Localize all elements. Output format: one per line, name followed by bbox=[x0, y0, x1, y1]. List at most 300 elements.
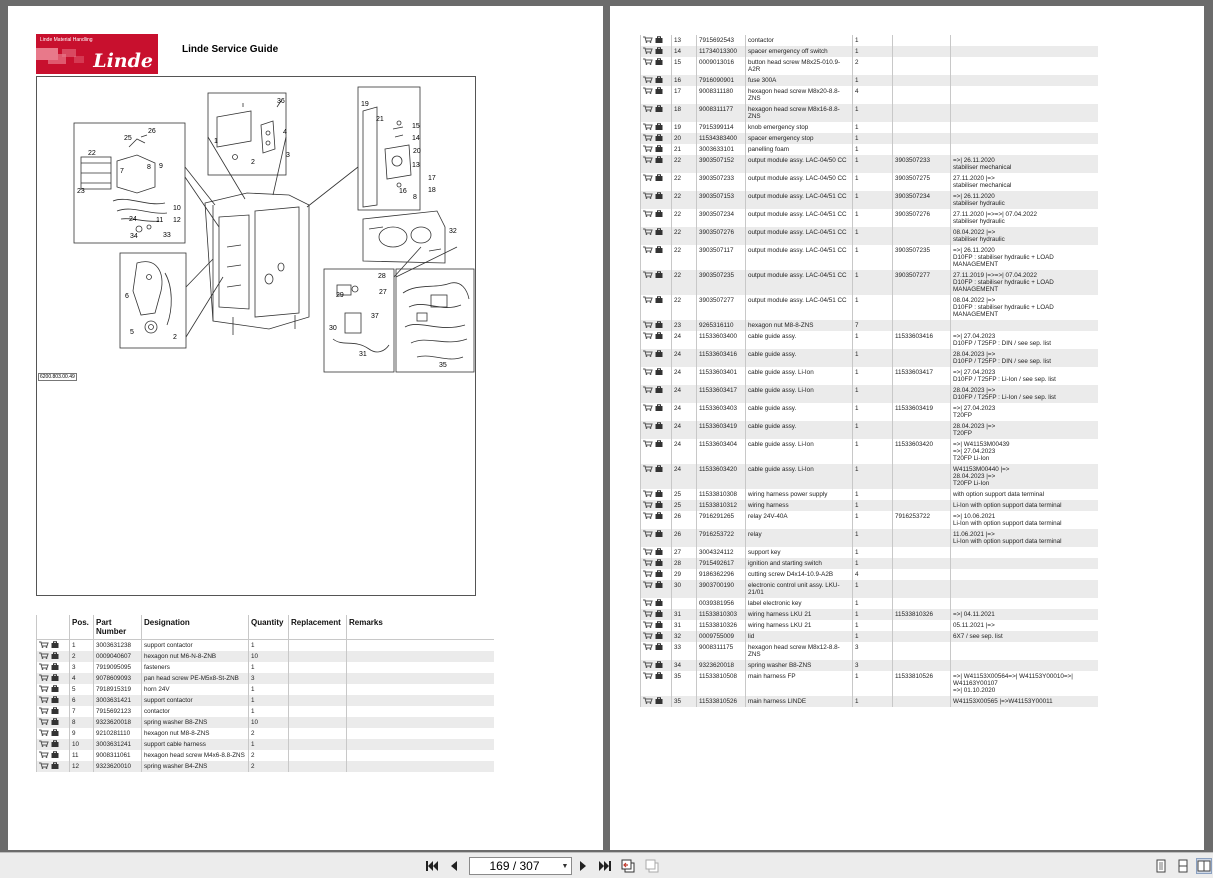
table-row bbox=[641, 558, 1099, 569]
cell-part-number: 3903507153 bbox=[697, 191, 746, 209]
add-to-cart-icon[interactable] bbox=[643, 599, 653, 606]
cell-quantity: 1 bbox=[249, 695, 289, 706]
cell-pos: 35 bbox=[672, 696, 697, 707]
cell-part-number: 9265316110 bbox=[697, 320, 746, 331]
add-to-cart-icon[interactable] bbox=[643, 368, 653, 375]
cell-replacement bbox=[893, 642, 951, 660]
shopping-bag-icon[interactable] bbox=[655, 47, 663, 54]
cell-quantity: 1 bbox=[249, 706, 289, 717]
callout-8: 8 bbox=[147, 164, 151, 171]
cell-pos: 22 bbox=[672, 191, 697, 209]
add-to-cart-icon[interactable] bbox=[643, 621, 653, 628]
cell-designation: support contactor bbox=[142, 695, 249, 706]
shopping-bag-icon[interactable] bbox=[51, 685, 59, 692]
row-actions bbox=[641, 403, 672, 421]
shopping-bag-icon[interactable] bbox=[655, 156, 663, 163]
add-to-cart-icon[interactable] bbox=[643, 192, 653, 199]
row-actions bbox=[641, 295, 672, 320]
cell-designation: ignition and starting switch bbox=[746, 558, 853, 569]
table-row bbox=[641, 609, 1099, 620]
cell-remarks: 28.04.2023 |=> D10FP / T25FP : DIN / see sep. list bbox=[951, 349, 1099, 367]
shopping-bag-icon[interactable] bbox=[51, 696, 59, 703]
cell-part-number: 11533603401 bbox=[697, 367, 746, 385]
cell-designation: fasteners bbox=[142, 662, 249, 673]
callout-5: 5 bbox=[130, 329, 134, 336]
cell-pos: 12 bbox=[70, 761, 94, 772]
add-to-cart-icon[interactable] bbox=[643, 422, 653, 429]
single-page-view-button[interactable] bbox=[1153, 858, 1169, 874]
cell-remarks bbox=[951, 35, 1099, 46]
shopping-bag-icon[interactable] bbox=[51, 674, 59, 681]
cell-pos: 27 bbox=[672, 547, 697, 558]
add-to-cart-icon[interactable] bbox=[643, 404, 653, 411]
cell-designation: cutting screw D4x14-10.9-A2B bbox=[746, 569, 853, 580]
cell-designation: main harness FP bbox=[746, 671, 853, 696]
cell-replacement bbox=[893, 558, 951, 569]
table-row bbox=[641, 270, 1099, 295]
shopping-bag-icon[interactable] bbox=[655, 570, 663, 577]
add-to-cart-icon[interactable] bbox=[39, 685, 49, 692]
last-page-button[interactable] bbox=[597, 858, 613, 874]
cell-designation: output module assy. LAC-04/51 CC bbox=[746, 227, 853, 245]
cell-designation: output module assy. LAC-04/51 CC bbox=[746, 270, 853, 295]
cell-replacement bbox=[893, 421, 951, 439]
cell-replacement bbox=[289, 706, 347, 717]
shopping-bag-icon[interactable] bbox=[655, 512, 663, 519]
shopping-bag-icon[interactable] bbox=[655, 134, 663, 141]
cell-part-number: 9008311180 bbox=[697, 86, 746, 104]
cell-quantity: 1 bbox=[853, 464, 893, 489]
cell-quantity: 1 bbox=[853, 122, 893, 133]
cell-pos: 21 bbox=[672, 144, 697, 155]
cell-pos: 24 bbox=[672, 385, 697, 403]
table-row bbox=[37, 728, 495, 739]
cell-quantity: 1 bbox=[249, 739, 289, 750]
cell-part-number: 11533603404 bbox=[697, 439, 746, 464]
add-to-cart-icon[interactable] bbox=[643, 490, 653, 497]
add-to-cart-icon[interactable] bbox=[643, 58, 653, 65]
cell-pos: 23 bbox=[672, 320, 697, 331]
table-row bbox=[641, 295, 1099, 320]
parts-table-right bbox=[640, 35, 1098, 707]
first-page-button[interactable] bbox=[424, 858, 440, 874]
add-to-cart-icon[interactable] bbox=[643, 632, 653, 639]
cell-remarks: Li-Ion with option support data terminal bbox=[951, 500, 1099, 511]
add-to-cart-icon[interactable] bbox=[643, 123, 653, 130]
cell-remarks bbox=[347, 750, 495, 761]
table-row bbox=[37, 651, 495, 662]
table-row bbox=[641, 75, 1099, 86]
cell-quantity: 1 bbox=[853, 349, 893, 367]
shopping-bag-icon[interactable] bbox=[655, 321, 663, 328]
shopping-bag-icon[interactable] bbox=[655, 530, 663, 537]
callout-13: 13 bbox=[412, 162, 420, 169]
add-to-cart-icon[interactable] bbox=[643, 386, 653, 393]
diagram-drawing bbox=[37, 77, 477, 597]
shopping-bag-icon[interactable] bbox=[655, 632, 663, 639]
row-actions bbox=[37, 673, 70, 684]
shopping-bag-icon[interactable] bbox=[655, 501, 663, 508]
cell-replacement bbox=[893, 696, 951, 707]
cell-quantity: 2 bbox=[249, 761, 289, 772]
cell-part-number: 7918915319 bbox=[94, 684, 142, 695]
table-row bbox=[641, 144, 1099, 155]
cell-designation: cable guide assy. bbox=[746, 349, 853, 367]
table-row bbox=[641, 122, 1099, 133]
col-part-number: Part Number bbox=[94, 615, 142, 640]
shopping-bag-icon[interactable] bbox=[655, 192, 663, 199]
cell-remarks bbox=[951, 558, 1099, 569]
add-to-cart-icon[interactable] bbox=[643, 228, 653, 235]
cell-part-number: 3903507233 bbox=[697, 173, 746, 191]
cell-quantity: 1 bbox=[249, 684, 289, 695]
cell-part-number: 9323620010 bbox=[94, 761, 142, 772]
cell-remarks bbox=[951, 320, 1099, 331]
col-quantity: Quantity bbox=[249, 615, 289, 640]
row-actions bbox=[37, 651, 70, 662]
cell-remarks bbox=[951, 660, 1099, 671]
shopping-bag-icon[interactable] bbox=[655, 559, 663, 566]
shopping-bag-icon[interactable] bbox=[655, 661, 663, 668]
shopping-bag-icon[interactable] bbox=[655, 350, 663, 357]
cell-remarks: =>| 26.11.2020 D10FP : stabiliser hydraulic + LOAD MANAGEMENT bbox=[951, 245, 1099, 270]
cell-remarks bbox=[347, 673, 495, 684]
cell-remarks: =>| 27.04.2023 D10FP / T25FP : DIN / see sep. list bbox=[951, 331, 1099, 349]
add-to-cart-icon[interactable] bbox=[643, 465, 653, 472]
cell-replacement bbox=[893, 598, 951, 609]
col-actions bbox=[37, 615, 70, 640]
shopping-bag-icon[interactable] bbox=[51, 729, 59, 736]
cell-pos: 22 bbox=[672, 155, 697, 173]
callout-18: 18 bbox=[428, 187, 436, 194]
shopping-bag-icon[interactable] bbox=[655, 36, 663, 43]
shopping-bag-icon[interactable] bbox=[655, 621, 663, 628]
table-row bbox=[641, 671, 1099, 696]
shopping-bag-icon[interactable] bbox=[655, 610, 663, 617]
add-to-cart-icon[interactable] bbox=[643, 570, 653, 577]
add-to-cart-icon[interactable] bbox=[643, 87, 653, 94]
cell-designation: hexagon nut M8-8-ZNS bbox=[746, 320, 853, 331]
shopping-bag-icon[interactable] bbox=[655, 440, 663, 447]
add-to-cart-icon[interactable] bbox=[643, 156, 653, 163]
cell-replacement: 7916253722 bbox=[893, 511, 951, 529]
shopping-bag-icon[interactable] bbox=[655, 246, 663, 253]
cell-replacement: 3903507276 bbox=[893, 209, 951, 227]
table-row bbox=[641, 598, 1099, 609]
cell-pos: 14 bbox=[672, 46, 697, 57]
table-row bbox=[37, 717, 495, 728]
cell-pos: 24 bbox=[672, 349, 697, 367]
cell-replacement: 11533603417 bbox=[893, 367, 951, 385]
shopping-bag-icon[interactable] bbox=[655, 599, 663, 606]
table-row bbox=[641, 421, 1099, 439]
cell-replacement bbox=[289, 673, 347, 684]
add-to-cart-icon[interactable] bbox=[643, 559, 653, 566]
cell-part-number: 11533810326 bbox=[697, 620, 746, 631]
callout-25: 25 bbox=[124, 135, 132, 142]
table-row bbox=[641, 155, 1099, 173]
shopping-bag-icon[interactable] bbox=[655, 548, 663, 555]
shopping-bag-icon[interactable] bbox=[655, 581, 663, 588]
add-to-cart-icon[interactable] bbox=[643, 610, 653, 617]
add-to-cart-icon[interactable] bbox=[39, 641, 49, 648]
cell-remarks bbox=[951, 57, 1099, 75]
add-to-cart-icon[interactable] bbox=[643, 134, 653, 141]
cell-replacement bbox=[289, 750, 347, 761]
shopping-bag-icon[interactable] bbox=[655, 174, 663, 181]
cell-pos: 25 bbox=[672, 500, 697, 511]
cell-designation: main harness LINDE bbox=[746, 696, 853, 707]
shopping-bag-icon[interactable] bbox=[655, 296, 663, 303]
cell-part-number: 3004324112 bbox=[697, 547, 746, 558]
cell-part-number: 3003633101 bbox=[697, 144, 746, 155]
cell-designation: spring washer B8-ZNS bbox=[746, 660, 853, 671]
cell-part-number: 7916090901 bbox=[697, 75, 746, 86]
add-to-cart-icon[interactable] bbox=[643, 501, 653, 508]
cell-pos: 22 bbox=[672, 173, 697, 191]
shopping-bag-icon[interactable] bbox=[655, 404, 663, 411]
cell-quantity: 10 bbox=[249, 717, 289, 728]
add-to-cart-icon[interactable] bbox=[39, 718, 49, 725]
callout-26: 26 bbox=[148, 128, 156, 135]
callout-6: 6 bbox=[125, 293, 129, 300]
shopping-bag-icon[interactable] bbox=[655, 697, 663, 704]
cell-remarks: =>| 26.11.2020 stabiliser mechanical bbox=[951, 155, 1099, 173]
add-to-cart-icon[interactable] bbox=[643, 210, 653, 217]
row-actions bbox=[641, 46, 672, 57]
cell-designation: wiring harness LKU 21 bbox=[746, 620, 853, 631]
cell-replacement: 11533603416 bbox=[893, 331, 951, 349]
callout-9: 9 bbox=[159, 163, 163, 170]
cell-replacement bbox=[893, 57, 951, 75]
shopping-bag-icon[interactable] bbox=[655, 643, 663, 650]
cell-designation: spring washer B4-ZNS bbox=[142, 761, 249, 772]
cell-replacement bbox=[893, 580, 951, 598]
cell-pos: 24 bbox=[672, 464, 697, 489]
add-to-cart-icon[interactable] bbox=[643, 47, 653, 54]
last-page-icon bbox=[598, 860, 612, 872]
shopping-bag-icon[interactable] bbox=[655, 465, 663, 472]
row-actions bbox=[641, 155, 672, 173]
add-to-cart-icon[interactable] bbox=[643, 350, 653, 357]
shopping-bag-icon[interactable] bbox=[51, 718, 59, 725]
cell-designation: output module assy. LAC-04/51 CC bbox=[746, 191, 853, 209]
row-actions bbox=[641, 245, 672, 270]
cell-pos: 22 bbox=[672, 227, 697, 245]
row-actions bbox=[641, 104, 672, 122]
shopping-bag-icon[interactable] bbox=[51, 751, 59, 758]
shopping-bag-icon[interactable] bbox=[51, 762, 59, 769]
cell-quantity: 2 bbox=[853, 57, 893, 75]
shopping-bag-icon[interactable] bbox=[655, 386, 663, 393]
shopping-bag-icon[interactable] bbox=[655, 58, 663, 65]
add-to-cart-icon[interactable] bbox=[643, 581, 653, 588]
cell-remarks: W41153M00440 |=> 28.04.2023 |=> T20FP Li-Ion bbox=[951, 464, 1099, 489]
cell-quantity: 1 bbox=[853, 209, 893, 227]
callout-12: 12 bbox=[173, 217, 181, 224]
cell-replacement bbox=[893, 500, 951, 511]
cell-pos: 11 bbox=[70, 750, 94, 761]
shopping-bag-icon[interactable] bbox=[655, 271, 663, 278]
cell-replacement bbox=[893, 349, 951, 367]
cell-pos: 16 bbox=[672, 75, 697, 86]
cell-replacement: 3903507234 bbox=[893, 191, 951, 209]
table-row bbox=[641, 529, 1099, 547]
cell-designation: wiring harness bbox=[746, 500, 853, 511]
row-actions bbox=[641, 558, 672, 569]
cell-pos: 28 bbox=[672, 558, 697, 569]
add-to-cart-icon[interactable] bbox=[643, 36, 653, 43]
cell-pos: 18 bbox=[672, 104, 697, 122]
add-to-cart-icon[interactable] bbox=[643, 643, 653, 650]
cell-quantity: 1 bbox=[853, 133, 893, 144]
add-to-cart-icon[interactable] bbox=[643, 145, 653, 152]
cell-designation: panelling foam bbox=[746, 144, 853, 155]
next-page-button[interactable] bbox=[575, 858, 591, 874]
shopping-bag-icon[interactable] bbox=[655, 210, 663, 217]
cell-remarks bbox=[347, 761, 495, 772]
callout-15: 15 bbox=[412, 123, 420, 130]
cell-remarks: =>| 27.04.2023 D10FP / T25FP : Li-Ion / see sep. list bbox=[951, 367, 1099, 385]
cell-remarks bbox=[347, 728, 495, 739]
add-to-cart-icon[interactable] bbox=[643, 271, 653, 278]
cell-pos: 35 bbox=[672, 671, 697, 696]
cell-part-number: 0039381956 bbox=[697, 598, 746, 609]
row-actions bbox=[641, 320, 672, 331]
cell-part-number: 11734013300 bbox=[697, 46, 746, 57]
shopping-bag-icon[interactable] bbox=[655, 145, 663, 152]
cell-pos: 24 bbox=[672, 439, 697, 464]
cell-pos: 6 bbox=[70, 695, 94, 706]
cell-remarks: =>| W41153M00439 =>| 27.04.2023 T20FP Li-Ion bbox=[951, 439, 1099, 464]
add-to-cart-icon[interactable] bbox=[643, 672, 653, 679]
table-row bbox=[641, 620, 1099, 631]
shopping-bag-icon[interactable] bbox=[655, 105, 663, 112]
cell-remarks bbox=[951, 46, 1099, 57]
add-to-cart-icon[interactable] bbox=[39, 762, 49, 769]
add-to-cart-icon[interactable] bbox=[643, 76, 653, 83]
cell-part-number: 3003631421 bbox=[94, 695, 142, 706]
callout-7: 7 bbox=[120, 168, 124, 175]
table-row bbox=[641, 547, 1099, 558]
cell-designation: cable guide assy. Li-Ion bbox=[746, 464, 853, 489]
shopping-bag-icon[interactable] bbox=[655, 76, 663, 83]
add-to-cart-icon[interactable] bbox=[643, 332, 653, 339]
shopping-bag-icon[interactable] bbox=[51, 652, 59, 659]
shopping-bag-icon[interactable] bbox=[655, 123, 663, 130]
shopping-bag-icon[interactable] bbox=[655, 672, 663, 679]
cell-pos: 15 bbox=[672, 57, 697, 75]
shopping-bag-icon[interactable] bbox=[51, 740, 59, 747]
add-to-cart-icon[interactable] bbox=[39, 663, 49, 670]
cell-designation: electronic control unit assy. LKU-21/01 bbox=[746, 580, 853, 598]
cell-pos: 17 bbox=[672, 86, 697, 104]
shopping-bag-icon[interactable] bbox=[655, 490, 663, 497]
add-to-cart-icon[interactable] bbox=[39, 707, 49, 714]
cell-designation: hexagon head screw M8x20-8.8-ZNS bbox=[746, 86, 853, 104]
shopping-bag-icon[interactable] bbox=[655, 422, 663, 429]
cell-remarks bbox=[951, 598, 1099, 609]
shopping-bag-icon[interactable] bbox=[655, 332, 663, 339]
forward-view-icon bbox=[644, 859, 660, 873]
cell-part-number: 11533810312 bbox=[697, 500, 746, 511]
table-row bbox=[641, 320, 1099, 331]
shopping-bag-icon[interactable] bbox=[51, 707, 59, 714]
cell-quantity: 2 bbox=[249, 750, 289, 761]
row-actions bbox=[37, 739, 70, 750]
add-to-cart-icon[interactable] bbox=[643, 440, 653, 447]
row-actions bbox=[37, 640, 70, 652]
first-page-icon bbox=[425, 860, 439, 872]
cell-remarks: 6X7 / see sep. list bbox=[951, 631, 1099, 642]
cell-designation: cable guide assy. Li-Ion bbox=[746, 439, 853, 464]
row-actions bbox=[641, 598, 672, 609]
page-dropdown-icon[interactable]: ▼ bbox=[561, 862, 569, 870]
facing-pages-icon bbox=[1197, 859, 1211, 873]
add-to-cart-icon[interactable] bbox=[643, 321, 653, 328]
cell-quantity: 2 bbox=[249, 728, 289, 739]
table-row bbox=[641, 511, 1099, 529]
add-to-cart-icon[interactable] bbox=[643, 661, 653, 668]
add-to-cart-icon[interactable] bbox=[643, 105, 653, 112]
callout-14: 14 bbox=[412, 135, 420, 142]
shopping-bag-icon[interactable] bbox=[51, 641, 59, 648]
shopping-bag-icon[interactable] bbox=[655, 87, 663, 94]
continuous-view-button[interactable] bbox=[1175, 858, 1191, 874]
add-to-cart-icon[interactable] bbox=[39, 751, 49, 758]
shopping-bag-icon[interactable] bbox=[655, 368, 663, 375]
callout-23: 23 bbox=[77, 188, 85, 195]
add-to-cart-icon[interactable] bbox=[39, 696, 49, 703]
facing-pages-view-button[interactable] bbox=[1196, 858, 1212, 874]
row-actions bbox=[37, 662, 70, 673]
add-to-cart-icon[interactable] bbox=[643, 697, 653, 704]
add-to-cart-icon[interactable] bbox=[39, 652, 49, 659]
shopping-bag-icon[interactable] bbox=[655, 228, 663, 235]
add-to-cart-icon[interactable] bbox=[643, 246, 653, 253]
row-actions bbox=[37, 728, 70, 739]
table-row bbox=[641, 642, 1099, 660]
add-to-cart-icon[interactable] bbox=[643, 296, 653, 303]
add-to-cart-icon[interactable] bbox=[39, 740, 49, 747]
cell-part-number: 0009040607 bbox=[94, 651, 142, 662]
cell-remarks: 27.11.2020 |=>=>| 07.04.2022 stabiliser hydraulic bbox=[951, 209, 1099, 227]
forward-view-button[interactable] bbox=[644, 858, 660, 874]
cell-pos: 26 bbox=[672, 511, 697, 529]
cell-replacement bbox=[893, 620, 951, 631]
add-to-cart-icon[interactable] bbox=[39, 729, 49, 736]
cell-pos: 33 bbox=[672, 642, 697, 660]
previous-page-icon bbox=[449, 860, 459, 872]
row-actions bbox=[37, 717, 70, 728]
add-to-cart-icon[interactable] bbox=[643, 548, 653, 555]
page-number-input[interactable] bbox=[469, 857, 572, 875]
row-actions bbox=[37, 706, 70, 717]
shopping-bag-icon[interactable] bbox=[51, 663, 59, 670]
row-actions bbox=[641, 331, 672, 349]
add-to-cart-icon[interactable] bbox=[643, 512, 653, 519]
cell-designation: cable guide assy. bbox=[746, 403, 853, 421]
back-view-button[interactable] bbox=[620, 858, 636, 874]
cell-quantity: 1 bbox=[853, 270, 893, 295]
previous-page-button[interactable] bbox=[446, 858, 462, 874]
row-actions bbox=[641, 631, 672, 642]
row-actions bbox=[641, 173, 672, 191]
cell-quantity: 1 bbox=[853, 385, 893, 403]
add-to-cart-icon[interactable] bbox=[643, 174, 653, 181]
add-to-cart-icon[interactable] bbox=[643, 530, 653, 537]
add-to-cart-icon[interactable] bbox=[39, 674, 49, 681]
